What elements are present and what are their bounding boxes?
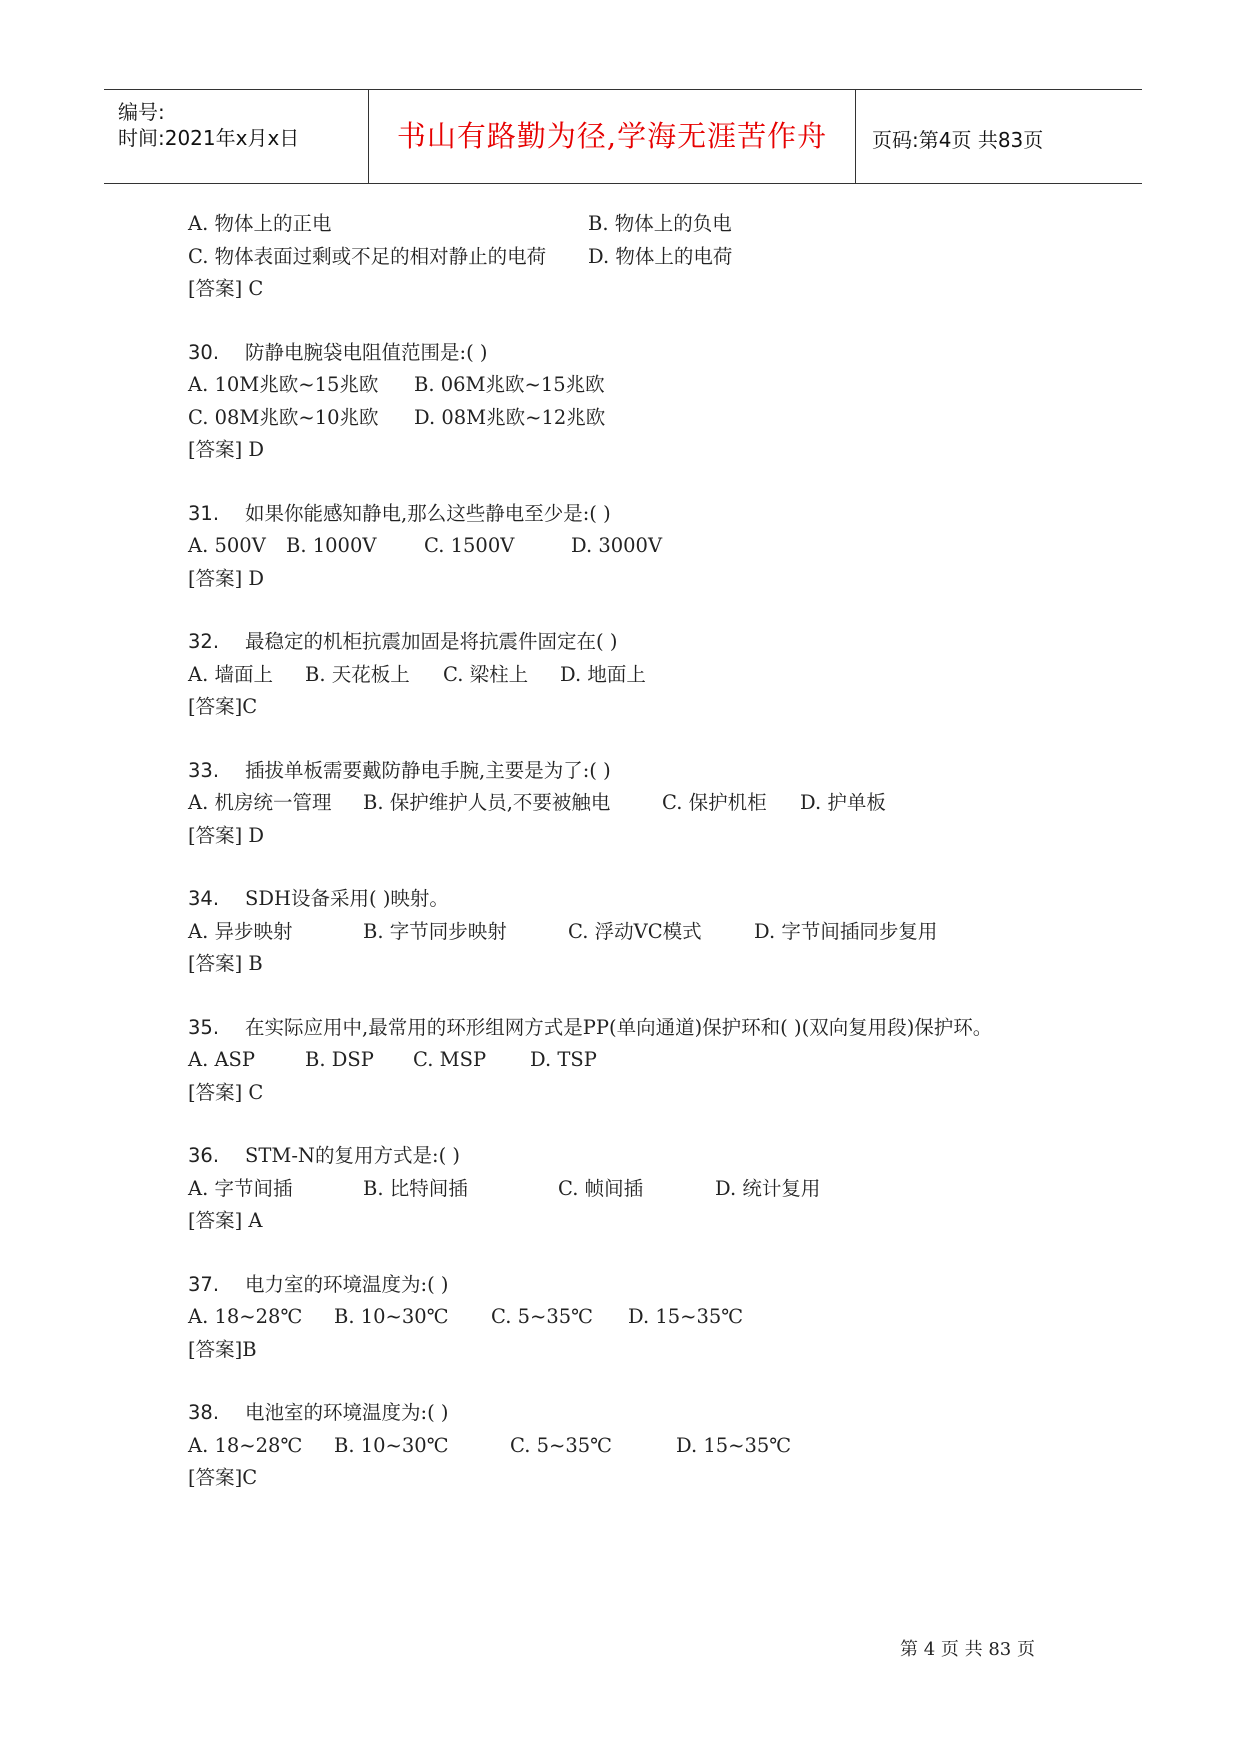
- option-row: [188, 1044, 1088, 1077]
- question-number: 34.: [188, 887, 220, 910]
- question-number: 30.: [188, 340, 220, 364]
- option-c: C. MSP: [413, 1048, 487, 1071]
- question-stem: [188, 1269, 1088, 1302]
- option-a: A. ASP: [188, 1048, 256, 1071]
- option-b: B. 10~30℃: [334, 1305, 449, 1328]
- question-text: SDH设备采用( )映射。: [245, 887, 449, 910]
- option-b: B. 06M兆欧~15兆欧: [414, 373, 605, 396]
- option-a: A. 机房统一管理: [188, 791, 332, 814]
- header-info-cell: [104, 90, 367, 183]
- option-row: [188, 241, 1088, 274]
- question-stem: [188, 883, 1088, 916]
- question-list: [188, 208, 1088, 1526]
- header-page-cell: [856, 90, 1142, 183]
- answer-line: [答案] D: [188, 823, 265, 847]
- header-motto-cell: [368, 90, 856, 183]
- option-d: D. 地面上: [560, 662, 646, 686]
- option-a: A. 墙面上: [188, 662, 273, 686]
- page-header: [104, 89, 1142, 184]
- question-number: 31.: [188, 501, 220, 525]
- option-row: [188, 208, 1088, 241]
- answer-line: [答案] B: [188, 952, 263, 975]
- question-block: [188, 883, 1088, 981]
- option-a: A. 18~28℃: [188, 1433, 303, 1457]
- answer-line: [答案]C: [188, 695, 258, 718]
- question-stem: [188, 1140, 1088, 1173]
- option-c: C. 08M兆欧~10兆欧: [188, 405, 379, 429]
- answer-line: [答案] C: [188, 1080, 264, 1104]
- option-d: D. 护单板: [800, 791, 886, 814]
- option-c: C. 帧间插: [558, 1176, 644, 1200]
- answer-line: [答案] A: [188, 1209, 263, 1232]
- motto-text: 书山有路勤为径,学海无涯苦作舟: [396, 119, 828, 153]
- question-block: [188, 626, 1088, 724]
- answer-line: [答案] C: [188, 277, 264, 300]
- option-b: B. 10~30℃: [334, 1433, 449, 1457]
- option-b: B. 1000V: [286, 534, 377, 557]
- question-number: 33.: [188, 758, 220, 782]
- option-row: [188, 1301, 1088, 1334]
- option-row: [188, 402, 1088, 435]
- question-block: [188, 755, 1088, 853]
- question-block: [188, 337, 1088, 467]
- question-number: 38.: [188, 1401, 220, 1424]
- question-stem: [188, 755, 1088, 788]
- option-d: D. 物体上的电荷: [588, 244, 733, 268]
- option-d: D. TSP: [530, 1048, 597, 1071]
- question-text: 电池室的环境温度为:( ): [245, 1401, 449, 1424]
- option-a: A. 物体上的正电: [188, 212, 332, 235]
- answer-line: [答案]C: [188, 1466, 258, 1489]
- question-number: 36.: [188, 1144, 220, 1167]
- page-footer: 第 4 页 共 83 页: [900, 1639, 1035, 1660]
- question-block: [188, 208, 1088, 306]
- option-d: D. 统计复用: [715, 1176, 821, 1200]
- question-block: [188, 498, 1088, 596]
- option-b: B. 比特间插: [363, 1176, 468, 1200]
- question-stem: [188, 1397, 1088, 1430]
- question-stem: [188, 337, 1088, 370]
- option-row: [188, 1430, 1088, 1463]
- option-c: C. 梁柱上: [443, 662, 529, 686]
- question-stem: [188, 1012, 1088, 1045]
- question-text: STM-N的复用方式是:( ): [245, 1144, 460, 1167]
- question-text: 如果你能感知静电,那么这些静电至少是:( ): [245, 501, 611, 525]
- question-block: [188, 1012, 1088, 1110]
- page-code: 页码:第4页 共83页: [872, 128, 1044, 152]
- option-a: A. 10M兆欧~15兆欧: [188, 373, 379, 396]
- option-b: B. 天花板上: [305, 662, 410, 686]
- option-c: C. 物体表面过剩或不足的相对静止的电荷: [188, 244, 547, 268]
- option-c: C. 5~35℃: [510, 1433, 612, 1457]
- question-text: 插拔单板需要戴防静电手腕,主要是为了:( ): [245, 758, 611, 782]
- option-b: B. DSP: [305, 1048, 374, 1071]
- question-stem: [188, 626, 1088, 659]
- option-c: C. 保护机柜: [662, 791, 767, 814]
- option-a: A. 字节间插: [188, 1176, 293, 1200]
- option-c: C. 5~35℃: [491, 1305, 593, 1328]
- question-block: [188, 1397, 1088, 1495]
- question-text: 最稳定的机柜抗震加固是将抗震件固定在( ): [245, 630, 618, 653]
- time-label: 时间:2021年x月x日: [118, 126, 300, 150]
- question-stem: [188, 498, 1088, 531]
- answer-line: [答案] D: [188, 438, 265, 461]
- option-row: [188, 1173, 1088, 1206]
- option-a: A. 500V: [188, 534, 266, 557]
- option-d: D. 08M兆欧~12兆欧: [414, 405, 606, 429]
- option-row: [188, 659, 1088, 692]
- option-a: A. 异步映射: [188, 919, 293, 943]
- question-number: 35.: [188, 1015, 220, 1039]
- option-d: D. 15~35℃: [676, 1433, 792, 1457]
- option-d: D. 3000V: [571, 534, 663, 557]
- option-b: B. 物体上的负电: [588, 212, 732, 235]
- answer-line: [答案] D: [188, 566, 265, 590]
- option-row: [188, 369, 1088, 402]
- option-row: [188, 530, 1088, 563]
- question-text: 在实际应用中,最常用的环形组网方式是PP(单向通道)保护环和( )(双向复用段)保护环。: [245, 1015, 993, 1039]
- question-block: [188, 1140, 1088, 1238]
- serial-label: 编号:: [118, 100, 165, 124]
- option-c: C. 浮动VC模式: [568, 919, 702, 943]
- question-text: 电力室的环境温度为:( ): [245, 1272, 449, 1296]
- option-b: B. 保护维护人员,不要被触电: [363, 791, 611, 814]
- option-b: B. 字节同步映射: [363, 919, 507, 943]
- option-d: D. 字节间插同步复用: [754, 919, 938, 943]
- question-number: 32.: [188, 630, 220, 653]
- option-row: [188, 787, 1088, 820]
- option-d: D. 15~35℃: [628, 1305, 744, 1328]
- option-c: C. 1500V: [424, 534, 515, 557]
- question-text: 防静电腕袋电阻值范围是:( ): [245, 340, 488, 364]
- question-block: [188, 1269, 1088, 1367]
- question-number: 37.: [188, 1272, 220, 1296]
- option-row: [188, 916, 1088, 949]
- answer-line: [答案]B: [188, 1337, 257, 1361]
- option-a: A. 18~28℃: [188, 1305, 303, 1328]
